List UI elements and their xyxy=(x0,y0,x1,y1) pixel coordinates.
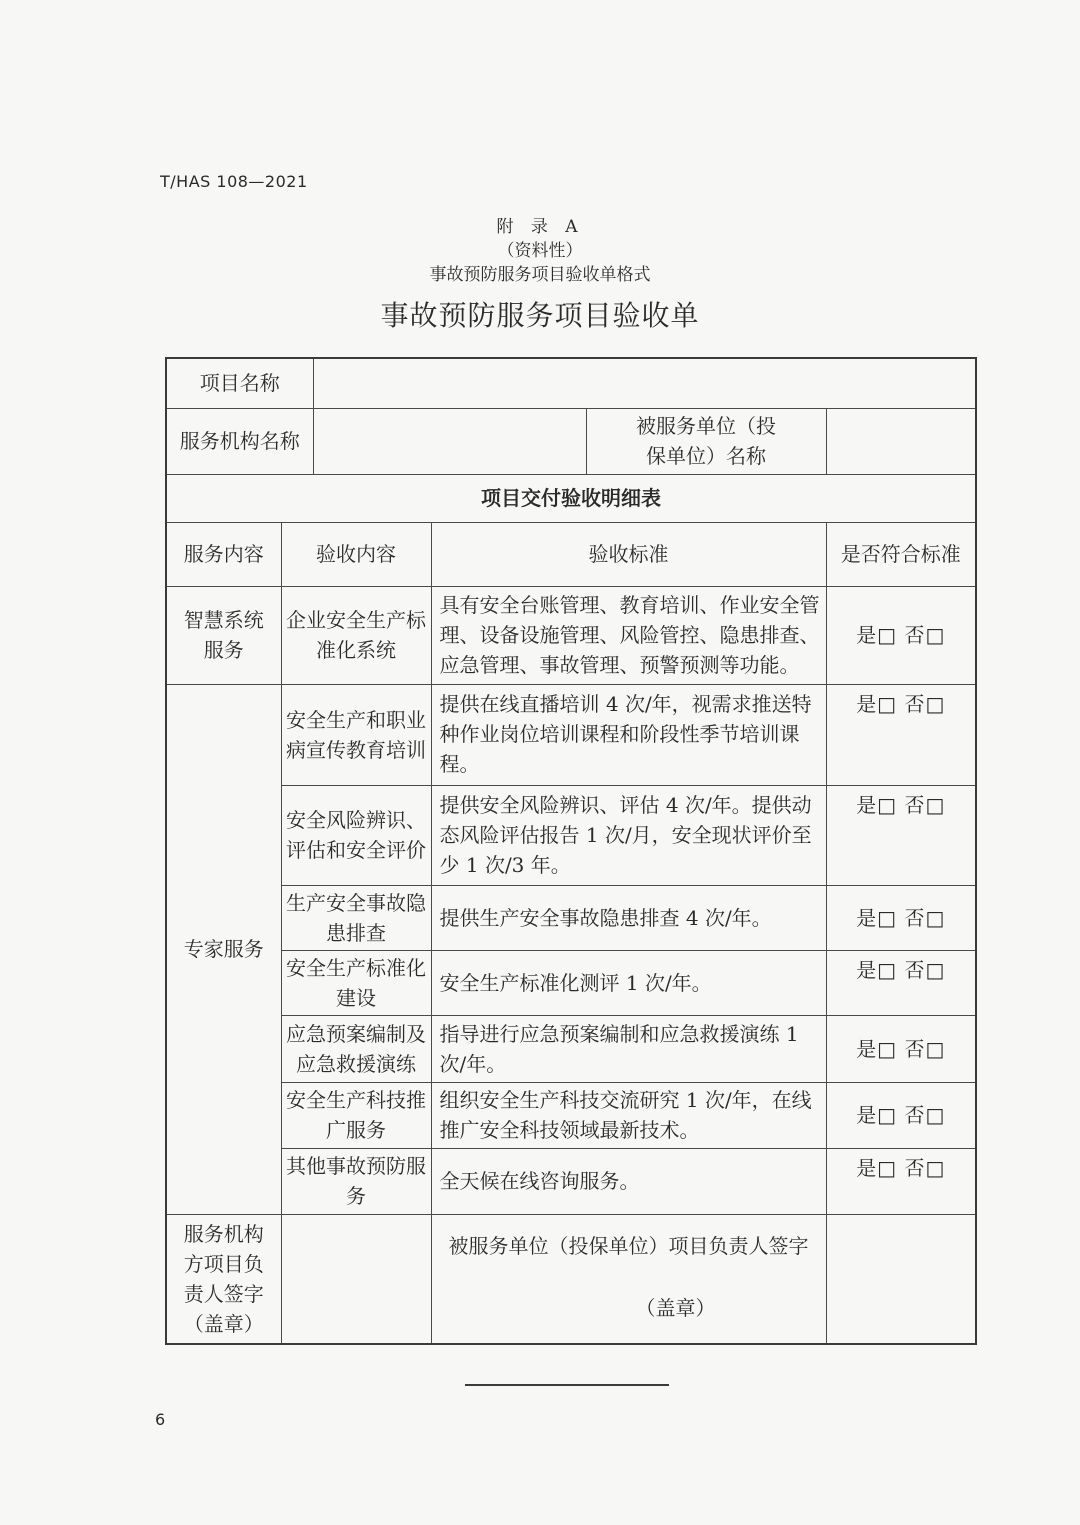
acceptance-content xyxy=(281,885,431,950)
acceptance-content-line1: 安全风险辨识、 xyxy=(286,808,426,832)
acceptance-content xyxy=(281,1148,431,1214)
table-row xyxy=(166,785,976,885)
acceptance-standard: 提供在线直播培训 4 次/年，视需求推送特种作业岗位培训课程和阶段性季节培训课程。 xyxy=(431,684,826,785)
acceptance-content-line1: 应急预案编制及 xyxy=(286,1021,426,1046)
group-smart-line1: 智慧系统 xyxy=(183,608,264,632)
column-header-row xyxy=(166,522,976,586)
page-number: 6 xyxy=(155,1410,166,1429)
col-header-standard: 验收标准 xyxy=(431,522,826,586)
agency-row xyxy=(166,408,976,474)
agency-name-field[interactable] xyxy=(313,408,586,474)
agency-signature-line3: 责人签字 xyxy=(183,1281,264,1306)
served-unit-signature[interactable] xyxy=(431,1214,826,1344)
served-seal-label: （盖章） xyxy=(635,1295,716,1320)
signature-row xyxy=(166,1214,976,1344)
table-row xyxy=(166,885,976,950)
acceptance-form-table xyxy=(165,357,977,1345)
project-name-field[interactable] xyxy=(313,358,976,408)
acceptance-content-line2: 评估和安全评价 xyxy=(286,838,426,862)
acceptance-content-line2: 务 xyxy=(346,1184,366,1208)
served-unit-label-line2: 保单位）名称 xyxy=(646,444,766,468)
acceptance-standard: 提供生产安全事故隐患排查 4 次/年。 xyxy=(431,885,826,950)
project-name-row xyxy=(166,358,976,408)
acceptance-content-line1: 其他事故预防服 xyxy=(286,1154,426,1178)
compliance-checkbox[interactable]: 是□ 否□ xyxy=(826,1148,976,1214)
table-row xyxy=(166,1148,976,1214)
acceptance-content-line1: 企业安全生产标 xyxy=(286,608,426,632)
agency-signature-line4: （盖章） xyxy=(183,1311,264,1336)
col-header-service: 服务内容 xyxy=(166,522,281,586)
acceptance-content-line2: 病宣传教育培训 xyxy=(286,737,426,762)
acceptance-standard: 安全生产标准化测评 1 次/年。 xyxy=(431,950,826,1015)
acceptance-content-line2: 建设 xyxy=(336,985,376,1010)
table-row xyxy=(166,586,976,684)
group-expert-service: 专家服务 xyxy=(166,684,281,1214)
group-smart-system xyxy=(166,586,281,684)
served-signature-extra-field[interactable] xyxy=(826,1214,976,1344)
served-signature-label: 被服务单位（投保单位）项目负责人签字 xyxy=(448,1233,809,1258)
acceptance-content-line2: 患排查 xyxy=(326,920,386,945)
acceptance-standard: 提供安全风险辨识、评估 4 次/年。提供动态风险评估报告 1 次/月，安全现状评价至少 1 次/3 年。 xyxy=(431,785,826,885)
served-unit-field[interactable] xyxy=(826,408,976,474)
acceptance-content xyxy=(281,586,431,684)
acceptance-content-line1: 生产安全事故隐 xyxy=(286,890,426,915)
agency-name-label: 服务机构名称 xyxy=(166,408,313,474)
detail-title-row xyxy=(166,474,976,522)
acceptance-content-line1: 安全生产和职业 xyxy=(286,707,426,732)
appendix-nature: （资料性） xyxy=(497,241,583,261)
standard-number: T/HAS 108—2021 xyxy=(160,172,308,191)
agency-signature-label xyxy=(166,1214,281,1344)
project-name-label: 项目名称 xyxy=(166,358,313,408)
acceptance-standard: 具有安全台账管理、教育培训、作业安全管理、设备设施管理、风险管控、隐患排查、应急管理、事故管理、预警预测等功能。 xyxy=(431,586,826,684)
acceptance-content xyxy=(281,684,431,785)
appendix-subtitle: 事故预防服务项目验收单格式 xyxy=(429,265,651,285)
col-header-compliance: 是否符合标准 xyxy=(826,522,976,586)
agency-signature-line2: 方项目负 xyxy=(183,1251,264,1276)
compliance-checkbox[interactable]: 是□ 否□ xyxy=(826,1082,976,1148)
end-rule xyxy=(465,1384,669,1386)
acceptance-standard: 指导进行应急预案编制和应急救援演练 1 次/年。 xyxy=(431,1015,826,1082)
compliance-checkbox[interactable]: 是□ 否□ xyxy=(826,684,976,785)
compliance-checkbox[interactable]: 是□ 否□ xyxy=(826,586,976,684)
acceptance-content xyxy=(281,1082,431,1148)
acceptance-standard: 全天候在线咨询服务。 xyxy=(431,1148,826,1214)
compliance-checkbox[interactable]: 是□ 否□ xyxy=(826,1015,976,1082)
form-title: 事故预防服务项目验收单 xyxy=(380,299,700,332)
served-unit-label-line1: 被服务单位（投 xyxy=(636,414,776,438)
agency-signature-line1: 服务机构 xyxy=(183,1221,264,1246)
compliance-checkbox[interactable]: 是□ 否□ xyxy=(826,785,976,885)
group-smart-line2: 服务 xyxy=(203,638,244,662)
acceptance-content xyxy=(281,950,431,1015)
acceptance-content-line1: 安全生产科技推 xyxy=(286,1088,426,1112)
table-row xyxy=(166,1082,976,1148)
acceptance-content-line1: 安全生产标准化 xyxy=(286,955,426,980)
acceptance-content xyxy=(281,1015,431,1082)
acceptance-content-line2: 广服务 xyxy=(326,1118,386,1142)
acceptance-standard: 组织安全生产科技交流研究 1 次/年，在线推广安全科技领域最新技术。 xyxy=(431,1082,826,1148)
compliance-checkbox[interactable]: 是□ 否□ xyxy=(826,950,976,1015)
appendix-label: 附 录 A xyxy=(496,217,584,237)
detail-table-title: 项目交付验收明细表 xyxy=(166,474,976,522)
acceptance-content-line2: 准化系统 xyxy=(316,638,396,662)
acceptance-content-line2: 应急救援演练 xyxy=(296,1051,416,1076)
table-row xyxy=(166,1015,976,1082)
served-unit-label xyxy=(586,408,826,474)
compliance-checkbox[interactable]: 是□ 否□ xyxy=(826,885,976,950)
table-row xyxy=(166,950,976,1015)
acceptance-content xyxy=(281,785,431,885)
agency-signature-field[interactable] xyxy=(281,1214,431,1344)
col-header-acceptance-content: 验收内容 xyxy=(281,522,431,586)
table-row xyxy=(166,684,976,785)
